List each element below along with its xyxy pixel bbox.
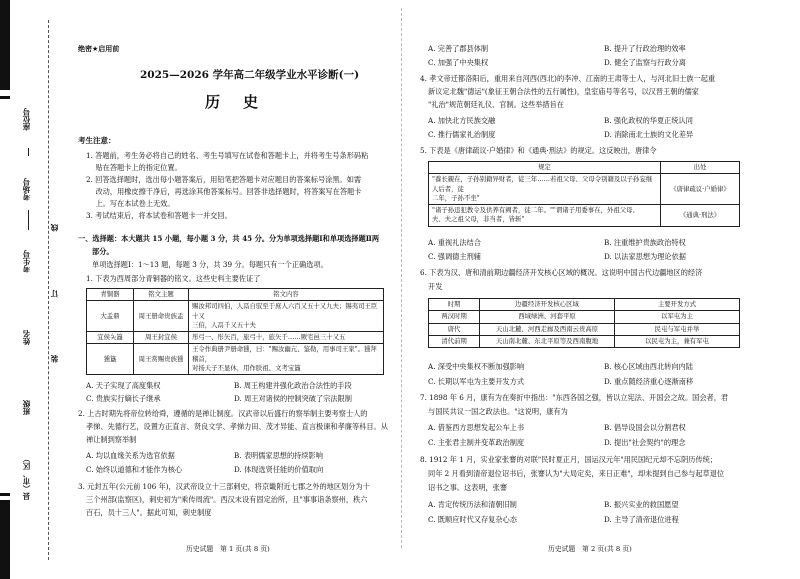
table-cell: 周王封宜侯 (134, 332, 189, 344)
q7-option[interactable]: D. 提出"社会契约"的理念 (604, 438, 686, 447)
q6-option[interactable]: C. 长期以军屯为主要开发方式 (428, 377, 525, 386)
table-header: 主要开发方式 (615, 299, 740, 311)
binding-bar (0, 493, 10, 496)
q6-option[interactable]: D. 重点随经济重心逐渐南移 (604, 377, 694, 386)
q8-option[interactable]: C. 既顺应时代又存复杂心态 (428, 515, 517, 524)
q8-option[interactable]: D. 主导了清帝退位进程 (604, 515, 679, 524)
q2-stem: 2. 上古时期先将帝位转给舜，遵循的是禅让制度。汉武帝以后盛行的察举制主要考察士人的 (78, 409, 368, 418)
binding-strip (0, 0, 58, 579)
cell-line: 赐汝邦司四伯，人鬲自驭至于庶人六百又五十又九夫；锡夷司王臣十又 (192, 302, 378, 320)
table-cell: 《通典·刑法》 (661, 205, 740, 227)
q1-table (86, 288, 384, 375)
table-cell (189, 301, 384, 332)
section-heading: 一、选择题：本大题共 15 小题，每小题 3 分，共 45 分。分为单项选择题Ⅰ和单项选择题Ⅱ两 (78, 234, 380, 243)
q1-option[interactable]: C. 贵族实行嫡长子继承 (86, 394, 161, 403)
binding-dashed-line (48, 20, 49, 560)
q1-option[interactable]: A. 天子实现了高度集权 (86, 381, 161, 390)
table-cell: 天山南北麓、东北平原等及西南腹地 (480, 335, 615, 347)
binding-bar (0, 96, 10, 99)
table-cell (429, 174, 661, 205)
q7-option[interactable]: B. 倡导设国会以分割君权 (604, 423, 686, 432)
cell-line: "诸子孙违犯教令及供养有阙者，徒二年。""谓诸子用委事在，外祖父母、 (432, 206, 639, 215)
county-label: 县（市、区） (22, 455, 31, 500)
name-label: 姓名 (22, 330, 31, 345)
q2-option[interactable]: D. 体现选贤任能的价值取向 (234, 465, 324, 474)
subject-title: 历 史 (205, 93, 263, 111)
q5-table (428, 161, 740, 227)
table-header: 青铜器 (87, 289, 134, 301)
q8-option[interactable]: A. 肯定传统历法和清朝旧制 (428, 500, 517, 509)
table-header: 铭文内容 (189, 289, 384, 301)
binding-bar (0, 0, 10, 90)
exam-title: 2025—2026 学年高二年级学业水平诊断(一) (140, 69, 360, 81)
q2-option[interactable]: B. 表明儒家思想的持续影响 (234, 451, 323, 460)
field-line (28, 210, 29, 230)
q6-option[interactable]: A. 深受中央集权不断加强影响 (428, 362, 525, 371)
q8-stem: 8. 1912 年 1 月，实业家张謇的对联"民时夏正月，国运汉元年"用民国纪元却不忘阴历传统； (420, 455, 718, 464)
table-row (429, 311, 740, 323)
candidate-no-label: 考生号 (22, 250, 31, 273)
table-header: 规定 (429, 162, 661, 174)
q4-stem: "礼治"规范朝廷礼仪、官制。这些举措旨在 (428, 100, 564, 109)
table-header: 边疆经济开发核心区域 (480, 299, 615, 311)
page-footer: 历史试题 第 2 页(共 8 页) (548, 545, 632, 553)
q1-option[interactable]: B. 周王构建并强化政治合法性的手段 (234, 381, 352, 390)
q3-option[interactable]: A. 完善了郡县体制 (428, 44, 489, 53)
table-row (429, 323, 740, 335)
table-cell (189, 344, 384, 375)
table-cell (429, 205, 661, 227)
q4-stem: 4. 孝文帝迁都洛阳后，重用来自河西(西北)的李冲、江南的王肃等士人，与河北旧士族一起重 (420, 74, 716, 83)
table-cell: 周王赏赐贵族獯 (134, 344, 189, 375)
q7-stem: 7. 1898 年 6 月，康有为在奏折中指出："东西各国之强，皆以立宪法、开国会之故。国会者，君 (420, 393, 729, 402)
table-header: 铭文主题 (134, 289, 189, 301)
table-cell: 西域绿洲、河套平原 (480, 311, 615, 323)
q1-option[interactable]: D. 周王对诸侯的控制突破了宗法限制 (234, 394, 352, 403)
notice-line: 3. 考试结束后，将本试卷和答题卡一并交回。 (86, 211, 232, 220)
notice-heading: 考生注意： (78, 136, 116, 145)
table-cell: 以民屯为主，兼有军屯 (615, 335, 740, 347)
q4-stem: 新议定北魏"德运"(象征王朝合法性的五行属性)，皇室庙号等名号，以汉晋王朝的儒家 (428, 87, 699, 96)
q6-stem: 开发 (428, 282, 443, 291)
q7-option[interactable]: C. 主张君主制并变革政治制度 (428, 438, 525, 447)
q2-option[interactable]: A. 均以血缘关系为选官依据 (86, 451, 175, 460)
table-cell: 獯簋 (87, 344, 134, 375)
column-divider (401, 8, 402, 548)
q6-stem: 6. 下表为汉、唐和清前期边疆经济开发核心区域的概况。这说明中国古代边疆地区的经济 (420, 268, 703, 277)
q8-stem: 诏书之事。这表明，张謇 (428, 483, 508, 492)
table-cell: 唐代 (429, 323, 480, 335)
q5-stem: 5. 下表是《唐律疏议·户婚律》和《通典·刑法》的规定。这反映出，唐律令 (420, 146, 657, 155)
table-row (429, 335, 740, 347)
cell-line: 二年，子孙不坐" (432, 193, 480, 202)
field-line (28, 148, 29, 156)
q4-option[interactable]: B. 强化政权的华夏正统认同 (604, 116, 693, 125)
table-row (429, 205, 740, 227)
q4-option[interactable]: C. 推行儒家礼治制度 (428, 130, 496, 139)
table-cell: 彤弓一、彤矢百，旅弓十，旅矢千……厥宅邑三十又五 (189, 332, 384, 344)
q3-stem: 3. 元封五年(公元前 106 年)，汉武帝设立十三部刺史，将京畿附近七郡之外的地区划分为十 (78, 482, 370, 491)
mark-ding: 订 (50, 290, 59, 298)
q8-stem: 同年 2 月看到清帝退位诏书后，张謇认为"大局定矣，来日正难"，却未提到自己参与起草退位 (428, 469, 725, 478)
q6-table (428, 298, 740, 348)
notice-line: 贴在答题卡上的指定位置。 (86, 163, 182, 172)
cell-line: 对扬天子丕显休，用作朕祖、文考宝簋 (192, 363, 301, 372)
table-cell: 民屯与军屯并举 (615, 323, 740, 335)
table-cell: 《唐律疏议·户婚律》 (661, 174, 740, 205)
notice-line: 1. 答题前，考生务必将自己的姓名、考生号填写在试卷和答题卡上，并将考生号条形码粘 (86, 151, 369, 160)
q5-option[interactable]: A. 重视礼法结合 (428, 238, 481, 247)
q3-stem: 三个州部(监察区)，刺史初为"乘传周流"。西汉末设有固定治所，且"事事诣条察州，秩六 (86, 495, 368, 504)
notice-line: 上。写在本试卷上无效。 (86, 199, 175, 208)
table-row (87, 332, 384, 344)
mark-line: 线 (50, 224, 59, 232)
table-cell: 天山北麓、河西走廊及西南云贵高原 (480, 323, 615, 335)
q3-option[interactable]: C. 加强了中央集权 (428, 58, 489, 67)
q7-stem: 与国民共议一国之政法也。"这说明，康有为 (428, 407, 568, 416)
class-label: 班级 (22, 400, 31, 415)
table-cell: 宜侯夨簋 (87, 332, 134, 344)
page-footer: 历史试题 第 1 页(共 8 页) (186, 545, 270, 553)
q2-stem: 孝悌、先德行艺，设置方正直言、贤良文学、孝悌力田、茂才异能、直言极谏和孝廉等科目。从 (86, 422, 388, 431)
q3-option[interactable]: B. 提升了行政治理的效率 (604, 44, 686, 53)
q1-stem: 1. 下表为西周部分青铜器的铭文。这些史料主要佐证了 (86, 274, 261, 283)
cell-line: 三伯，人鬲千又五十夫 (192, 320, 256, 329)
q6-option[interactable]: B. 核心区域由西北转向内陆 (604, 362, 693, 371)
q4-option[interactable]: D. 消除南北士族的文化差异 (604, 130, 694, 139)
table-header: 出处 (661, 162, 740, 174)
q4-option[interactable]: A. 加快北方民族交融 (428, 116, 496, 125)
q5-option[interactable]: B. 注重维护贵族政治特权 (604, 238, 686, 247)
q3-stem: 百石，员十三人"。据此可知，刺史制度 (86, 508, 212, 517)
table-cell: 两汉时期 (429, 311, 480, 323)
q5-option[interactable]: D. 以法家思想为理论依据 (604, 252, 686, 261)
table-cell: 清代前期 (429, 335, 480, 347)
seat-label: 座位号 (22, 108, 31, 131)
table-cell: 周王册命贵族盂 (134, 301, 189, 332)
notice-line: 2. 回答选择题时，选出每小题答案后，用铅笔把答题卡对应题目的答案标号涂黑。如需 (86, 175, 362, 184)
cell-line: "養长親在，子孙别籍异财者，徒三年……若祖父母、父母令别籍及以子孙妄继人后者，徒 (432, 175, 653, 193)
table-cell: 以军屯为主 (615, 311, 740, 323)
q7-option[interactable]: A. 借鉴西方思想发起公车上书 (428, 423, 525, 432)
section-sub: 单项选择题Ⅰ：1～13 题，每题 3 分，共 39 分。每题只有一个正确选项。 (92, 260, 328, 269)
table-row (87, 301, 384, 332)
mark-zhuang: 装 (50, 355, 59, 363)
table-row (429, 174, 740, 205)
section-heading: 部分。 (92, 247, 114, 256)
secret-mark: 绝密★启用前 (78, 45, 120, 53)
table-header: 时期 (429, 299, 480, 311)
q5-option[interactable]: C. 强调德主刑辅 (428, 252, 481, 261)
exam-no-label: 考场号 (22, 178, 31, 201)
q8-option[interactable]: B. 振兴实业的救国愿望 (604, 500, 679, 509)
q2-stem: 禅让制到察举制 (86, 435, 137, 444)
cell-line: 夫、夫之祖父母，非当者，皆斩" (432, 215, 525, 224)
q2-option[interactable]: C. 始终以道德和才能作为核心 (86, 465, 183, 474)
q3-option[interactable]: D. 健全了监察与行政分离 (604, 58, 686, 67)
table-cell: 大盂鼎 (87, 301, 134, 332)
table-row (87, 344, 384, 375)
cell-line: 王令作典册尹册命獯，曰："赐汝幽亢、鉴勒，用事司王家"。獯拜稽首， (192, 345, 377, 363)
notice-line: 改动，用橡皮擦干净后，再选涂其他答案标号。回答非选择题时，将答案写在答题卡 (86, 187, 362, 196)
binding-bar (0, 500, 10, 579)
